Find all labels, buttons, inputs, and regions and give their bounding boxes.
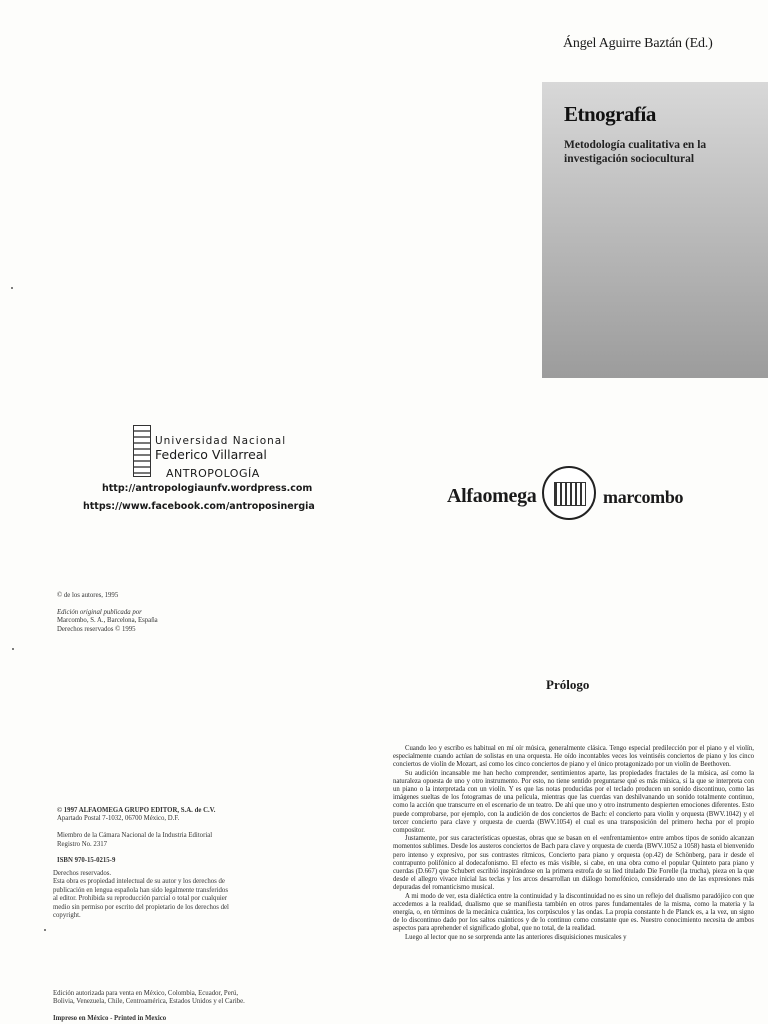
prologue-paragraph: Justamente, por sus características opuestas, obras que se basan en el «enfrentamiento» entre ambos tipos de sonido alcanzan momentos sublimes. Desde los austeros conciertos de Bach para clave y orquesta de cuerda (BWV.1052 a 1058) hasta el bienvenido pero intenso y expresivo, por sus contrastes rítmicos, Concierto para piano y orquesta (op.42) de Schönberg, para ir desde el contrapunto polifónico al dodecafonismo. El efecto es más visible, si cabe, en una obra como el popular Quinteto para piano y cuerdas (D.667) que Schubert escribió inspirándose en la primera estrofa de su lied titulado Die Forelle (la trucha), pieza en la que desde el allegro vivace inicial las teclas y los arcos desarrollan un diálogo homofónico, considerado uno de las expresiones más depuradas del romanticismo musical. [393, 835, 754, 892]
scan-speck [12, 648, 14, 650]
copyright-block-rights: Derechos reservados. Esta obra es propiedad intelectual de su autor y los derechos de publicación en lengua española han sido legalmente transferidos al editor. Prohibida su reproducción parcial o total por cualquier medio sin permiso por escrito del propietario de los derechos del copyright. [53, 870, 229, 920]
university-name-line2: Federico Villarreal [155, 447, 267, 462]
scan-speck [11, 287, 13, 289]
scan-speck [44, 929, 46, 931]
prologue-body [393, 745, 754, 942]
book-title: Etnografía [564, 102, 656, 126]
wordpress-url: http://antropologiaunfv.wordpress.com [102, 483, 313, 494]
facebook-url: https://www.facebook.com/antroposinergia [83, 501, 315, 512]
prologue-heading: Prólogo [546, 677, 590, 692]
book-cover [542, 82, 768, 378]
publisher-alfaomega: Alfaomega [447, 485, 537, 507]
copyright-block-edition: © 1997 ALFAOMEGA GRUPO EDITOR, S.A. de C.V. Apartado Postal 7-1032, 06700 México, D.F. Miembro de la Cámara Nacional de la Industria Editorial Registro No. 2317 ISBN 970-15-0215-9 [57, 807, 216, 865]
prologue-paragraph: Luego al lector que no se sorprenda ante las anteriores disquisiciones musicales y [405, 933, 627, 941]
publisher-marcombo: marcombo [603, 487, 684, 507]
copyright-block-original: © de los autores, 1995 Edición original publicada por Marcombo, S. A., Barcelona, España Derechos reservados © 1995 [57, 592, 158, 633]
university-logo-icon [133, 425, 151, 477]
prologue-paragraph: Cuando leo y escribo es habitual en mí oír música, generalmente clásica. Tengo especial predilección por el piano y el violín, especialmente cuando actúan de solistas en una orquesta. He oído incontables veces los veintiséis conciertos de piano y los cinco conciertos de violín de Mozart, así como los cinco conciertos de piano y el único protagonizado por un violín de Beethoven. [393, 745, 754, 769]
book-subtitle: Metodología cualitativa en la investigación sociocultural [564, 139, 707, 165]
prologue-paragraph: A mi modo de ver, esta dialéctica entre la continuidad y la discontinuidad no es sino un reflejo del dualismo paradójico con que accedemos a la realidad, dualismo que se manifiesta también en otros pares fundamentales de la misma, como la materia y la energía, o, en términos de la mecánica cuántica, los corpúsculos y las ondas. La propia constante h de Planck es, a la vez, un signo de lo discontinuo dado por los saltos cuánticos y de lo continuo como constante que es. Nuestro conocimiento necesita de ambos aspectos para aprehender el significado global, que no total, de la realidad. [393, 892, 754, 933]
book-author: Ángel Aguirre Baztán (Ed.) [563, 36, 713, 51]
prologue-paragraph: Su audición incansable me han hecho comprender, sentimientos aparte, las propiedades fractales de la música, así como la naturaleza opuesta de uno y otro instrumento. Por esto, no tiene sentido preguntarse qué es más música, si la que se interpreta con un piano o la interpretada con un violín. Y es que las notas producidas por el teclado producen un sonido discontinuo, como las imágenes sueltas de los fotogramas de una película, mientras que las cuerdas van deshilvanando un sonido totalmente continuo, como la acción que transcurre en el escenario de un teatro. De ahí que uno y otro instrumento despierten emociones diferentes. Esto puede comprobarse, por ejemplo, con la audición de dos conciertos de Bach: el concierto para violín y orquesta (BWV.1042) y el tercer concierto para clave y orquesta de cuerda (BWV.1054) el cual es una transposición del primero hecha por el propio compositor. [393, 769, 754, 835]
copyright-block-distribution: Edición autorizada para venta en México, Colombia, Ecuador, Perú, Bolivia, Venezuela, Chile, Centroamérica, Estados Unidos y el Caribe. Impreso en México - Printed in Mexico [53, 990, 245, 1023]
university-department: ANTROPOLOGÍA [166, 467, 260, 480]
university-name-line1: Universidad Nacional [155, 435, 287, 447]
publisher-emblem-icon [542, 466, 596, 520]
